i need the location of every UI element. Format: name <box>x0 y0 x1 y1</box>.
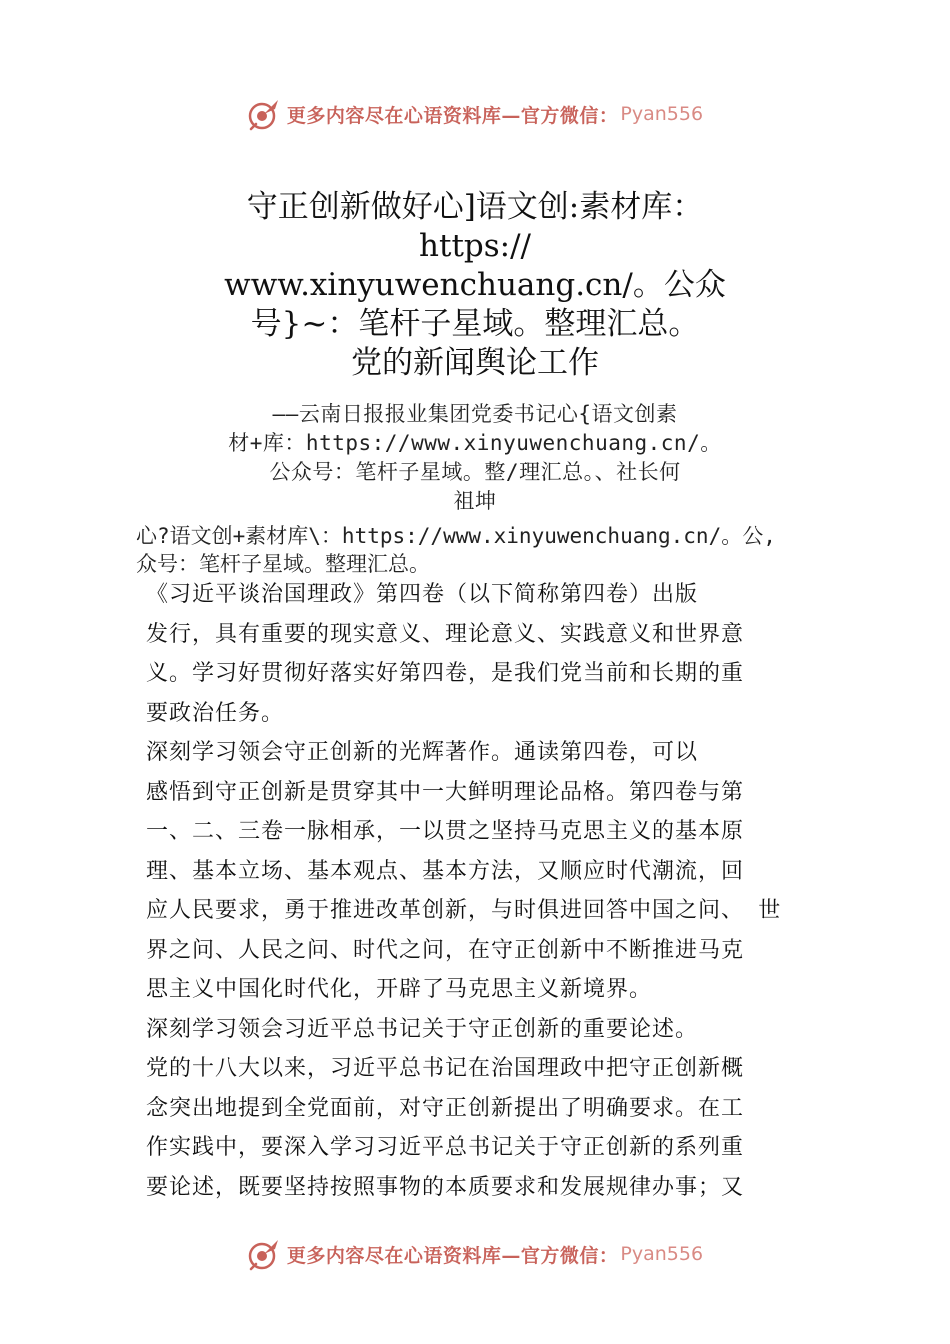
paragraph-line: 一、二、三卷一脉相承，一以贯之坚持马克思主义的基本原 <box>146 819 745 844</box>
title-line: 号}~：笔杆子星域。整理汇总。 <box>250 306 700 342</box>
paragraph <box>146 1010 811 1208</box>
paragraph-line: 深刻学习领会习近平总书记关于守正创新的重要论述。 <box>146 1016 699 1042</box>
banner-text: 更多内容尽在心语资料库—官方微信： <box>286 104 619 127</box>
paragraph <box>146 575 811 733</box>
paragraph-line: 党的十八大以来，习近平总书记在治国理政中把守正创新概 <box>146 1056 745 1081</box>
paragraph-line: 发行，具有重要的现实意义、理论意义、实践意义和世界意 <box>146 621 745 647</box>
quill-seal-logo-icon <box>247 97 281 131</box>
byline-line: 公众号：笔杆子星域。整/理汇总。、社长何 <box>269 460 681 484</box>
byline-line: 材+库：https://www.xinyuwenchuang.cn/。 <box>228 431 722 455</box>
paragraph-line: 要论述，既要坚持按照事物的本质要求和发展规律办事；又 <box>146 1174 745 1200</box>
paragraph-line: 《习近平谈治国理政》第四卷（以下简称第四卷）出版 <box>146 582 699 607</box>
quill-seal-logo-icon <box>247 1237 281 1271</box>
note-line: 心?语文创+素材库\：https://www.xinyuwenchuang.cn/。公, <box>136 524 776 548</box>
paragraph-line: 应人民要求，勇于推进改革创新，与时俱进回答中国之问、 世 <box>146 898 782 923</box>
paragraph-line: 作实践中，要深入学习习近平总书记关于守正创新的系列重 <box>146 1135 745 1160</box>
byline-line: ——云南日报报业集团党委书记心{语文创素 <box>272 402 678 426</box>
title-line: www.xinyuwenchuang.cn/。公众 <box>224 267 726 303</box>
byline-line: 祖坤 <box>453 489 497 513</box>
footer-banner <box>0 1234 950 1274</box>
source-note <box>136 522 826 578</box>
document-title <box>175 188 775 383</box>
paragraph-line: 念突出地提到全党面前，对守正创新提出了明确要求。在工 <box>146 1095 745 1121</box>
banner-wechat-handle: Pyan556 <box>620 1243 704 1265</box>
paragraph-line: 思主义中国化时代化，开辟了马克思主义新境界。 <box>146 977 653 1002</box>
title-line: 守正创新做好心]语文创:素材库： <box>246 189 704 225</box>
header-banner <box>0 94 950 134</box>
note-line: 众号：笔杆子星域。整理汇总。 <box>136 552 430 576</box>
paragraph-line: 深刻学习领会守正创新的光辉著作。通读第四卷，可以 <box>146 740 699 765</box>
article-body <box>146 575 811 1207</box>
title-line: 党的新闻舆论工作 <box>351 345 599 381</box>
paragraph-line: 理、基本立场、基本观点、基本方法，又顺应时代潮流，回 <box>146 858 745 884</box>
banner-text: 更多内容尽在心语资料库—官方微信： <box>286 1244 619 1267</box>
paragraph-line: 义。学习好贯彻好落实好第四卷，是我们党当前和长期的重 <box>146 661 745 686</box>
title-line: https:// <box>419 228 531 264</box>
banner-wechat-handle: Pyan556 <box>620 103 704 125</box>
paragraph-line: 要政治任务。 <box>146 700 285 726</box>
author-byline <box>175 400 775 516</box>
paragraph-line: 感悟到守正创新是贯穿其中一大鲜明理论品格。第四卷与第 <box>146 779 745 805</box>
paragraph <box>146 733 811 1010</box>
paragraph-line: 界之问、人民之问、时代之问，在守正创新中不断推进马克 <box>146 937 745 963</box>
